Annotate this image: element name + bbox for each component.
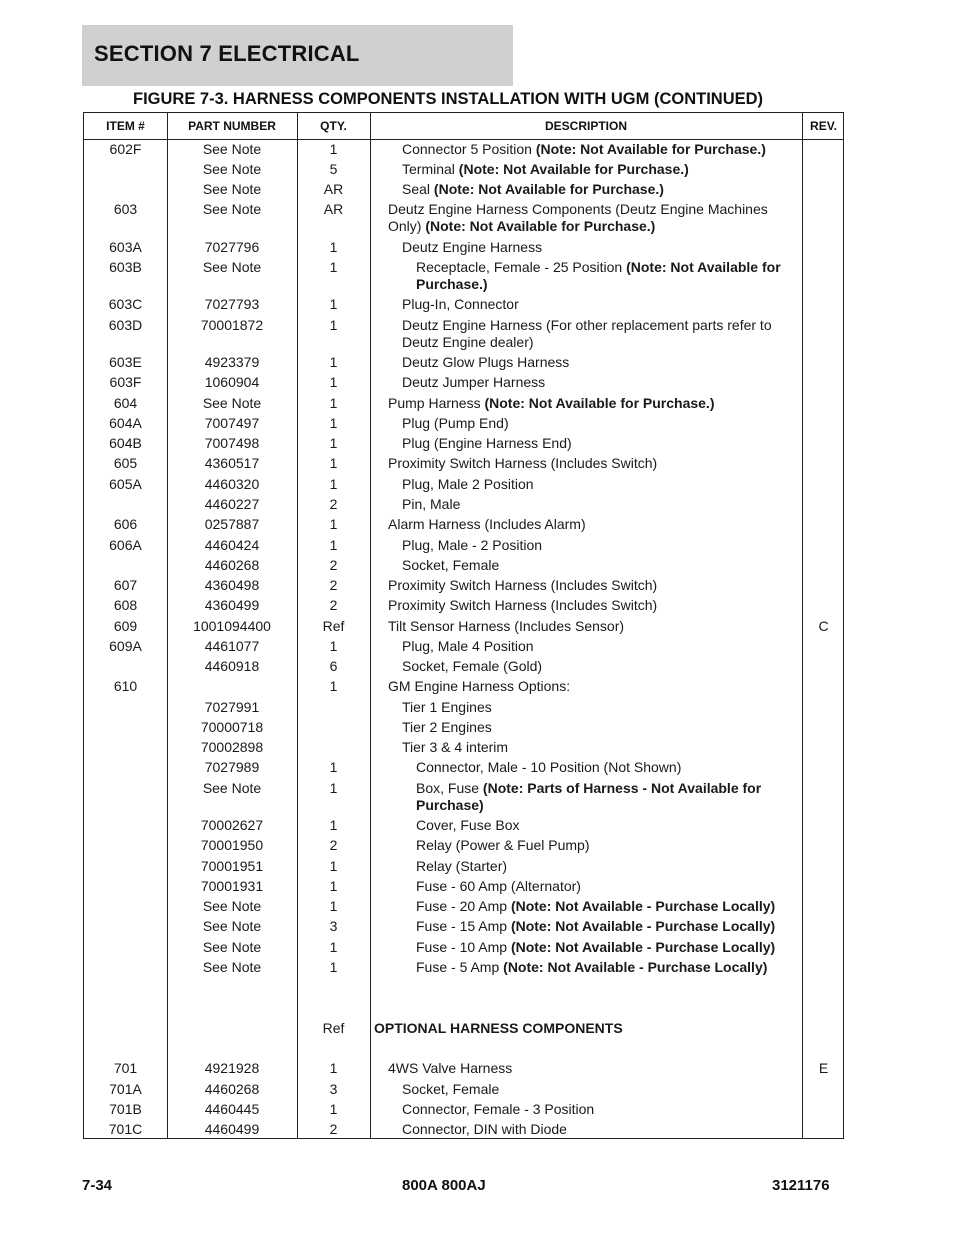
part-number: 7027796 <box>204 239 260 255</box>
description <box>370 141 802 158</box>
quantity: 1 <box>329 354 338 370</box>
quantity: 1 <box>329 1101 338 1117</box>
part-number: 70001951 <box>200 858 264 874</box>
quantity: 2 <box>329 837 338 853</box>
footer-page-number: 7-34 <box>82 1177 113 1194</box>
description-text: Terminal <box>402 161 459 177</box>
quantity: 1 <box>329 296 338 312</box>
quantity: 2 <box>329 1121 338 1137</box>
quantity: 1 <box>329 476 338 492</box>
description-text: Deutz Engine Harness Components (Deutz Engine Machines Only) <box>388 201 768 234</box>
description <box>370 939 802 956</box>
part-number: 4460320 <box>204 476 260 492</box>
quantity: 2 <box>329 557 338 573</box>
part-number: 4923379 <box>204 354 260 370</box>
quantity: 2 <box>329 597 338 613</box>
item-number: 602F <box>109 141 142 157</box>
quantity: 1 <box>329 537 338 553</box>
part-number: 7007497 <box>204 415 260 431</box>
part-number: 7027989 <box>204 759 260 775</box>
description-text: Plug, Male - 2 Position <box>402 537 543 553</box>
description <box>370 878 802 895</box>
header-part-number: PART NUMBER <box>188 119 276 133</box>
description-text: Connector, DIN with Diode <box>402 1121 567 1137</box>
item-number: 605A <box>109 476 142 492</box>
description <box>370 557 802 574</box>
part-number: See Note <box>202 898 262 914</box>
part-number: 4460227 <box>204 496 260 512</box>
part-number: 4360517 <box>204 455 260 471</box>
item-number: 603B <box>109 259 142 275</box>
footer-doc-number: 3121176 <box>772 1177 830 1194</box>
description-text: Plug (Pump End) <box>402 415 509 431</box>
part-number: 7027793 <box>204 296 260 312</box>
part-number: 4460268 <box>204 557 260 573</box>
description <box>370 918 802 935</box>
revision: C <box>818 618 829 634</box>
quantity: 1 <box>329 878 338 894</box>
description-text: Proximity Switch Harness (Includes Switch) <box>388 597 658 613</box>
description-text: Plug-In, Connector <box>402 296 519 312</box>
description-text: Fuse - 20 Amp <box>416 898 511 914</box>
item-number: 701C <box>108 1121 143 1137</box>
item-number: 603C <box>108 296 143 312</box>
description <box>370 678 802 695</box>
quantity: 3 <box>329 918 338 934</box>
part-number: 4461077 <box>204 638 260 654</box>
description <box>370 496 802 513</box>
description <box>370 537 802 554</box>
part-number: 7007498 <box>204 435 260 451</box>
description-text: Connector 5 Position <box>402 141 536 157</box>
header-qty: QTY. <box>320 119 347 133</box>
header-divider <box>84 139 843 140</box>
description <box>370 354 802 371</box>
description <box>370 435 802 452</box>
quantity: 1 <box>329 141 338 157</box>
description <box>370 1020 802 1037</box>
description-note: (Note: Parts of Harness - Not Available for Purchase) <box>416 780 762 813</box>
item-number: 701A <box>109 1081 142 1097</box>
quantity: 1 <box>329 239 338 255</box>
item-number: 610 <box>113 678 138 694</box>
item-number: 608 <box>113 597 138 613</box>
description-text: Socket, Female <box>402 1081 500 1097</box>
part-number: 0257887 <box>204 516 260 532</box>
description-text: Plug, Male 4 Position <box>402 638 534 654</box>
part-number: See Note <box>202 201 262 217</box>
quantity: 1 <box>329 817 338 833</box>
description-text: Deutz Jumper Harness <box>402 374 546 390</box>
revision: E <box>818 1060 829 1076</box>
description <box>370 1060 802 1077</box>
description <box>370 618 802 635</box>
description <box>370 161 802 178</box>
description-note: (Note: Not Available - Purchase Locally) <box>510 939 776 955</box>
description-text: Connector, Male - 10 Position (Not Shown) <box>416 759 682 775</box>
quantity: 1 <box>329 435 338 451</box>
quantity: 1 <box>329 858 338 874</box>
description <box>370 858 802 875</box>
description <box>370 374 802 391</box>
description-note: (Note: Not Available for Purchase.) <box>425 218 656 234</box>
description <box>370 577 802 594</box>
item-number: 604B <box>109 435 142 451</box>
section-title: SECTION 7 ELECTRICAL <box>94 41 360 66</box>
description <box>370 699 802 716</box>
part-number: See Note <box>202 141 262 157</box>
description-text: Pin, Male <box>402 496 461 512</box>
quantity: 1 <box>329 959 338 975</box>
part-number: See Note <box>202 181 262 197</box>
description-note: (Note: Not Available for Purchase.) <box>484 395 715 411</box>
item-number: 605 <box>113 455 138 471</box>
quantity: 1 <box>329 516 338 532</box>
description <box>370 516 802 533</box>
description <box>370 959 802 976</box>
quantity: 1 <box>329 1060 338 1076</box>
description-text: Deutz Engine Harness (For other replacement parts refer to Deutz Engine dealer) <box>402 317 772 350</box>
description <box>370 780 802 814</box>
description-text: Relay (Starter) <box>416 858 508 874</box>
quantity: 6 <box>329 658 338 674</box>
item-number: 603A <box>109 239 142 255</box>
part-number: See Note <box>202 959 262 975</box>
description <box>370 658 802 675</box>
header-item: ITEM # <box>106 119 145 133</box>
description-text: Proximity Switch Harness (Includes Switch) <box>388 577 658 593</box>
description-note: (Note: Not Available - Purchase Locally) <box>510 918 776 934</box>
description-text: Tier 3 & 4 interim <box>402 739 509 755</box>
description-note: (Note: Not Available - Purchase Locally) <box>503 959 768 975</box>
description <box>370 181 802 198</box>
item-number: 604 <box>113 395 138 411</box>
part-number: See Note <box>202 395 262 411</box>
item-number: 701B <box>109 1101 142 1117</box>
description-text: Fuse - 10 Amp <box>416 939 511 955</box>
description-text: Relay (Power & Fuel Pump) <box>416 837 590 853</box>
description <box>370 259 802 293</box>
quantity: 1 <box>329 317 338 333</box>
part-number: 70002898 <box>200 739 264 755</box>
quantity: 1 <box>329 759 338 775</box>
quantity: 1 <box>329 415 338 431</box>
item-number: 604A <box>109 415 142 431</box>
description <box>370 597 802 614</box>
description-text: Connector, Female - 3 Position <box>402 1101 595 1117</box>
item-number: 607 <box>113 577 138 593</box>
description <box>370 638 802 655</box>
description-text: Tier 1 Engines <box>402 699 492 715</box>
part-number: 4460424 <box>204 537 260 553</box>
description <box>370 837 802 854</box>
part-number: 4360498 <box>204 577 260 593</box>
part-number: See Note <box>202 939 262 955</box>
part-number: See Note <box>202 161 262 177</box>
part-number: 4460445 <box>204 1101 260 1117</box>
description-text: Pump Harness <box>388 395 485 411</box>
part-number: 4460499 <box>204 1121 260 1137</box>
description <box>370 817 802 834</box>
description <box>370 395 802 412</box>
parts-table <box>83 112 844 1139</box>
description <box>370 1081 802 1098</box>
figure-title: FIGURE 7-3. HARNESS COMPONENTS INSTALLATION WITH UGM (CONTINUED) <box>133 90 764 108</box>
description-note: OPTIONAL HARNESS COMPONENTS <box>374 1020 623 1036</box>
quantity: 1 <box>329 780 338 796</box>
header-rev: REV. <box>810 119 837 133</box>
quantity: 2 <box>329 577 338 593</box>
item-number: 701 <box>113 1060 138 1076</box>
description <box>370 739 802 756</box>
description-text: Tier 2 Engines <box>402 719 492 735</box>
description <box>370 201 802 235</box>
description-text: Socket, Female (Gold) <box>402 658 543 674</box>
item-number: 606 <box>113 516 138 532</box>
description-text: Seal <box>402 181 434 197</box>
description-text: Proximity Switch Harness (Includes Switch) <box>388 455 658 471</box>
quantity: AR <box>323 181 344 197</box>
description-text: 4WS Valve Harness <box>388 1060 513 1076</box>
quantity: 1 <box>329 374 338 390</box>
description-text: Deutz Engine Harness <box>402 239 543 255</box>
part-number: 1001094400 <box>193 618 271 634</box>
description-note: (Note: Not Available for Purchase.) <box>535 141 766 157</box>
description <box>370 759 802 776</box>
part-number: 4460918 <box>204 658 260 674</box>
description <box>370 296 802 313</box>
description-text: Fuse - 60 Amp (Alternator) <box>416 878 581 894</box>
description-text: Fuse - 15 Amp <box>416 918 511 934</box>
description-text: Tilt Sensor Harness (Includes Sensor) <box>388 618 625 634</box>
description <box>370 455 802 472</box>
part-number: 70001950 <box>200 837 264 853</box>
description <box>370 1101 802 1118</box>
item-number: 603E <box>109 354 142 370</box>
description-text: Box, Fuse <box>416 780 483 796</box>
quantity: 1 <box>329 395 338 411</box>
quantity: 1 <box>329 939 338 955</box>
quantity: Ref <box>322 1020 345 1036</box>
item-number: 603 <box>113 201 138 217</box>
part-number: 70001931 <box>200 878 264 894</box>
part-number: 70000718 <box>200 719 264 735</box>
header-description: DESCRIPTION <box>544 119 627 133</box>
part-number: 1060904 <box>204 374 260 390</box>
description-text: Deutz Glow Plugs Harness <box>402 354 570 370</box>
item-number: 606A <box>109 537 142 553</box>
item-number: 603F <box>109 374 142 390</box>
description-text: Cover, Fuse Box <box>416 817 520 833</box>
quantity: 1 <box>329 898 338 914</box>
item-number: 603D <box>108 317 143 333</box>
description <box>370 476 802 493</box>
description <box>370 239 802 256</box>
quantity: 1 <box>329 678 338 694</box>
quantity: 5 <box>329 161 338 177</box>
footer-model: 800A 800AJ <box>402 1177 486 1194</box>
description-text: Plug, Male 2 Position <box>402 476 534 492</box>
description-text: Plug (Engine Harness End) <box>402 435 572 451</box>
part-number: See Note <box>202 259 262 275</box>
quantity: 1 <box>329 638 338 654</box>
quantity: 2 <box>329 496 338 512</box>
description-text: Receptacle, Female - 25 Position <box>416 259 627 275</box>
description <box>370 317 802 351</box>
part-number: See Note <box>202 780 262 796</box>
description-note: (Note: Not Available for Purchase.) <box>458 161 689 177</box>
item-number: 609 <box>113 618 138 634</box>
quantity: 1 <box>329 455 338 471</box>
quantity: 1 <box>329 259 338 275</box>
quantity: 3 <box>329 1081 338 1097</box>
description-text: Alarm Harness (Includes Alarm) <box>388 516 586 532</box>
item-number: 609A <box>109 638 142 654</box>
part-number: 70001872 <box>200 317 264 333</box>
quantity: AR <box>323 201 344 217</box>
description-note: (Note: Not Available - Purchase Locally) <box>510 898 776 914</box>
part-number: 4921928 <box>204 1060 260 1076</box>
description-note: (Note: Not Available for Purchase.) <box>433 181 664 197</box>
part-number: 70002627 <box>200 817 264 833</box>
description <box>370 415 802 432</box>
description <box>370 898 802 915</box>
description-text: Socket, Female <box>402 557 500 573</box>
description-text: GM Engine Harness Options: <box>388 678 571 694</box>
section-header <box>82 25 513 86</box>
quantity: Ref <box>322 618 345 634</box>
description-note: (Note: Not Available for Purchase.) <box>416 259 781 292</box>
description-text: Fuse - 5 Amp <box>416 959 504 975</box>
description <box>370 719 802 736</box>
part-number: 4460268 <box>204 1081 260 1097</box>
description <box>370 1121 802 1138</box>
part-number: 4360499 <box>204 597 260 613</box>
part-number: 7027991 <box>204 699 260 715</box>
part-number: See Note <box>202 918 262 934</box>
